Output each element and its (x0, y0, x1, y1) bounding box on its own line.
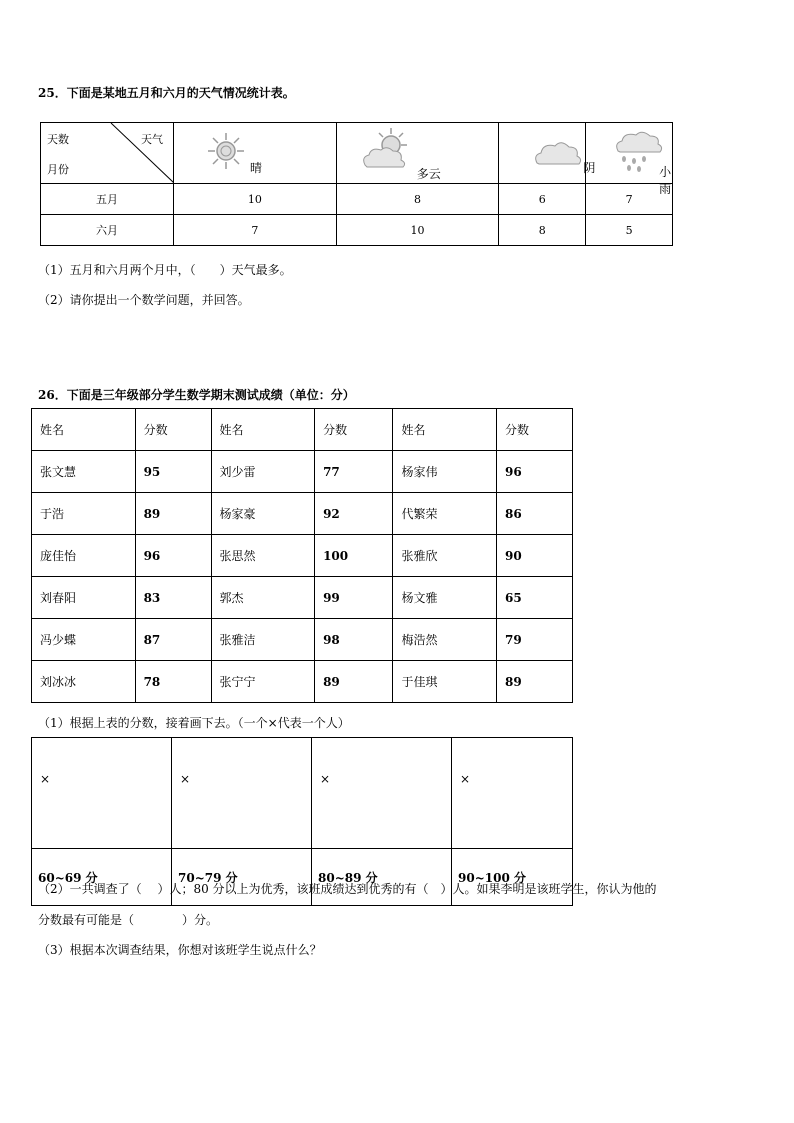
cloud-icon (533, 137, 583, 167)
student-name: 代繁荣 (393, 493, 497, 535)
student-name: 郭杰 (211, 577, 315, 619)
student-name: 张雅欣 (393, 535, 497, 577)
student-name: 张宁宁 (211, 661, 315, 703)
header-name: 姓名 (393, 409, 497, 451)
weather-label-light-rain: 小雨 (659, 165, 672, 196)
student-score: 83 (135, 577, 211, 619)
student-score: 79 (497, 619, 573, 661)
header-days: 天数 (47, 133, 69, 146)
q25-sub2: （2）请你提出一个数学问题，并回答。 (38, 293, 250, 307)
month-cell: 六月 (41, 215, 174, 246)
score-table (31, 408, 573, 703)
student-name: 张文慧 (32, 451, 136, 493)
student-score: 90 (497, 535, 573, 577)
student-score: 96 (497, 451, 573, 493)
student-name: 张雅洁 (211, 619, 315, 661)
student-score: 96 (135, 535, 211, 577)
student-name: 杨文雅 (393, 577, 497, 619)
weather-label-partly-cloudy: 多云 (416, 167, 441, 181)
student-score: 92 (315, 493, 393, 535)
weather-label-sunny: 晴 (250, 161, 263, 175)
value-cell: 8 (336, 184, 499, 215)
tally-mark-cell[interactable]: × (312, 738, 452, 849)
value-cell: 7 (174, 215, 337, 246)
q25-sub1: （1）五月和六月两个月中，（ ）天气最多。 (38, 263, 292, 277)
student-name: 于浩 (32, 493, 136, 535)
value-cell: 7 (586, 184, 673, 215)
student-name: 庞佳怡 (32, 535, 136, 577)
weather-col-partly-cloudy (336, 123, 499, 184)
value-cell: 5 (586, 215, 673, 246)
weather-col-overcast (499, 123, 596, 184)
table-row (32, 493, 573, 535)
weather-label-overcast: 阴 (583, 161, 596, 175)
header-score: 分数 (135, 409, 211, 451)
header-score: 分数 (497, 409, 573, 451)
month-cell: 五月 (41, 184, 174, 215)
tally-mark-cell[interactable]: × (32, 738, 172, 849)
score-header-row (32, 409, 573, 451)
sun-icon (206, 131, 246, 171)
student-score: 98 (315, 619, 393, 661)
student-name: 梅浩然 (393, 619, 497, 661)
student-name: 刘少雷 (211, 451, 315, 493)
tally-marks-row (32, 738, 573, 849)
student-score: 95 (135, 451, 211, 493)
tally-mark-cell[interactable]: × (172, 738, 312, 849)
tally-mark-cell[interactable]: × (452, 738, 573, 849)
sun-cloud-icon (359, 127, 415, 171)
student-score: 87 (135, 619, 211, 661)
header-name: 姓名 (32, 409, 136, 451)
student-name: 杨家伟 (393, 451, 497, 493)
student-name: 于佳琪 (393, 661, 497, 703)
rain-cloud-icon (614, 129, 664, 173)
range-label: 60~69 分 (32, 849, 172, 906)
range-label: 70~79 分 (172, 849, 312, 906)
table-row (32, 577, 573, 619)
student-name: 杨家豪 (211, 493, 315, 535)
range-label: 80~89 分 (312, 849, 452, 906)
student-score: 78 (135, 661, 211, 703)
student-name: 刘春阳 (32, 577, 136, 619)
student-score: 100 (315, 535, 393, 577)
student-score: 65 (497, 577, 573, 619)
table-row (32, 661, 573, 703)
student-name: 冯少蝶 (32, 619, 136, 661)
value-cell: 10 (336, 215, 499, 246)
table-row (32, 451, 573, 493)
student-score: 89 (315, 661, 393, 703)
diagonal-header-cell (41, 123, 174, 184)
header-score: 分数 (315, 409, 393, 451)
value-cell: 6 (499, 184, 586, 215)
weather-table (40, 122, 673, 246)
student-name: 刘冰冰 (32, 661, 136, 703)
q26-sub3: （3）根据本次调查结果，你想对该班学生说点什么？ (38, 943, 322, 957)
header-month: 月份 (47, 163, 69, 176)
value-cell: 8 (499, 215, 586, 246)
student-score: 89 (497, 661, 573, 703)
weather-row-june (41, 215, 673, 246)
student-score: 89 (135, 493, 211, 535)
header-weather: 天气 (141, 133, 163, 146)
student-score: 77 (315, 451, 393, 493)
q26-sub2-line2: 分数最有可能是（ ）分。 (38, 913, 219, 927)
student-score: 99 (315, 577, 393, 619)
header-name: 姓名 (211, 409, 315, 451)
value-cell: 10 (174, 184, 337, 215)
student-score: 86 (497, 493, 573, 535)
table-row (32, 619, 573, 661)
q26-sub1: （1）根据上表的分数，接着画下去。（一个×代表一个人） (38, 716, 350, 730)
q26-sub2-line1: （2）一共调查了（ ）人；80 分以上为优秀，该班成绩达到优秀的有（ ）人。如果李明是该班学生，你认为他的 (38, 882, 657, 896)
weather-col-light-rain (586, 123, 673, 196)
weather-col-sunny (174, 123, 337, 184)
q25-title: 25．下面是某地五月和六月的天气情况统计表。 (38, 86, 295, 100)
table-row (32, 535, 573, 577)
weather-row-may (41, 184, 673, 215)
q26-title: 26．下面是三年级部分学生数学期末测试成绩（单位：分） (38, 388, 355, 402)
student-name: 张思然 (211, 535, 315, 577)
range-label: 90~100 分 (452, 849, 573, 906)
